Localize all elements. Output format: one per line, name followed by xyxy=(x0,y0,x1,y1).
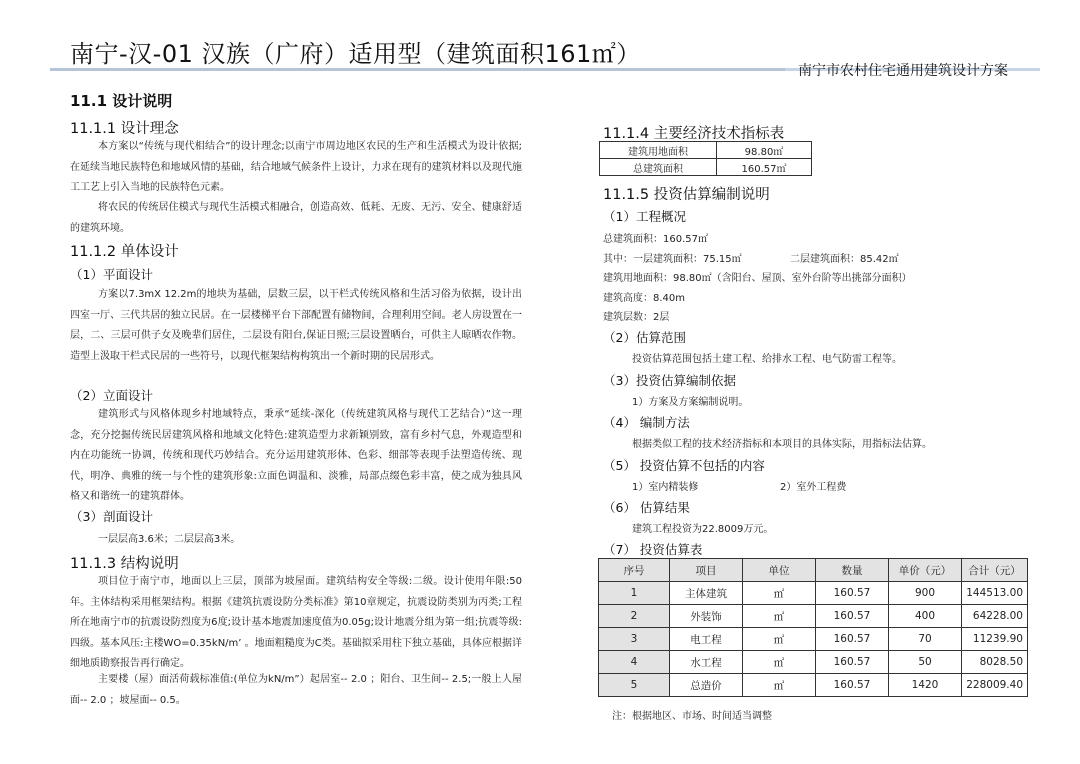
basis-title: （3）投资估算编制依据 xyxy=(603,373,736,388)
table-row xyxy=(599,674,1028,697)
table-cell: 228009.40 xyxy=(962,674,1028,697)
result-title: （6） 估算结果 xyxy=(603,500,690,515)
table-cell: 4 xyxy=(599,651,670,674)
estimate-table-title: （7） 投资估算表 xyxy=(603,542,703,557)
table-cell: 144513.00 xyxy=(962,582,1028,605)
section-design-title: （3）剖面设计 xyxy=(70,509,153,524)
table-cell: 160.57㎡ xyxy=(717,159,812,176)
column-header: 序号 xyxy=(599,559,670,582)
investment-title: 11.1.5 投资估算编制说明 xyxy=(603,187,770,203)
exclusion-item: 1）室内精装修 xyxy=(632,482,699,493)
table-cell: 外装饰 xyxy=(670,605,743,628)
page-title: 南宁-汉-01 汉族（广府）适用型（建筑面积161㎡） xyxy=(70,40,641,68)
method-title: （4） 编制方法 xyxy=(603,415,690,430)
overview-line: 其中：一层建筑面积：75.15㎡ xyxy=(603,254,742,265)
table-cell: 建筑用地面积 xyxy=(600,142,717,159)
table-cell: 总造价 xyxy=(670,674,743,697)
overview-line: 建筑层数：2层 xyxy=(603,312,670,323)
table-cell: 1420 xyxy=(889,674,962,697)
exclusion-item: 2）室外工程费 xyxy=(780,482,847,493)
table-cell: ㎡ xyxy=(743,605,816,628)
scope-title: （2）估算范围 xyxy=(603,330,686,345)
table-cell: ㎡ xyxy=(743,651,816,674)
table-row xyxy=(600,142,812,159)
table-cell: 400 xyxy=(889,605,962,628)
concept-paragraph-2: 将农民的传统居住模式与现代生活模式相融合，创造高效、低耗、无废、无污、安全、健康舒适的建筑环境。 xyxy=(70,202,522,234)
table-cell: 70 xyxy=(889,628,962,651)
table-cell: 160.57 xyxy=(816,651,889,674)
structure-title: 11.1.3 结构说明 xyxy=(70,556,179,572)
table-cell: 1 xyxy=(599,582,670,605)
result-text: 建筑工程投资为22.8009万元。 xyxy=(632,524,774,535)
plan-design-title: （1）平面设计 xyxy=(70,267,153,282)
table-cell: 水工程 xyxy=(670,651,743,674)
method-text: 根据类似工程的技术经济指标和本项目的具体实际，用指标法估算。 xyxy=(632,439,932,450)
table-cell: ㎡ xyxy=(743,674,816,697)
column-header: 单位 xyxy=(743,559,816,582)
table-cell: 8028.50 xyxy=(962,651,1028,674)
table-cell: 50 xyxy=(889,651,962,674)
overview-title: （1）工程概况 xyxy=(603,209,686,224)
table-cell: 总建筑面积 xyxy=(600,159,717,176)
concept-paragraph-1: 本方案以“传统与现代相结合”的设计理念;以南宁市周边地区农民的生产和生活模式为设计依据;在延续当地民族特色和地域风情的基础，结合地域气候条件上设计，力求在现有的建筑材料以及现代施工工艺上引入当地的民族特色元素。 xyxy=(70,141,522,193)
table-cell: 电工程 xyxy=(670,628,743,651)
section-design-text: 一层层高3.6米；二层层高3米。 xyxy=(98,534,241,545)
column-header: 数量 xyxy=(816,559,889,582)
basis-text: 1）方案及方案编制说明。 xyxy=(632,397,749,408)
table-header-row xyxy=(599,559,1028,582)
table-cell: 3 xyxy=(599,628,670,651)
table-cell: 98.80㎡ xyxy=(717,142,812,159)
table-cell: 160.57 xyxy=(816,605,889,628)
scope-text: 投资估算范围包括土建工程、给排水工程、电气防雷工程等。 xyxy=(632,354,902,365)
overview-line: 建筑用地面积：98.80㎡（含阳台、屋顶、室外台阶等出挑部分面积） xyxy=(603,273,912,284)
overview-line: 总建筑面积：160.57㎡ xyxy=(603,234,708,245)
structure-paragraph-2: 主要楼（屋）面活荷载标准值:(单位为kN/m”）起居室-- 2.0 ；阳台、卫生间-- 2.5;一般上人屋面-- 2.0 ；坡屋面-- 0.5。 xyxy=(70,674,522,706)
table-cell: 160.57 xyxy=(816,582,889,605)
table-note: 注：根据地区、市场、时间适当调整 xyxy=(612,711,772,722)
table-cell: ㎡ xyxy=(743,582,816,605)
table-cell: 900 xyxy=(889,582,962,605)
table-row xyxy=(599,605,1028,628)
unit-design-title: 11.1.2 单体设计 xyxy=(70,244,179,260)
table-cell: ㎡ xyxy=(743,628,816,651)
overview-line: 建筑高度：8.40m xyxy=(603,293,686,304)
table-cell: 主体建筑 xyxy=(670,582,743,605)
document-subtitle: 南宁市农村住宅通用建筑设计方案 xyxy=(798,63,1008,79)
investment-estimate-table xyxy=(598,558,1028,697)
plan-design-paragraph: 方案以7.3mX 12.2m的地块为基础，层数三层，以干栏式传统风格和生活习俗为依据，设计出四室一厅、三代共居的独立民居。在一层楼梯平台下部配置有储物间，合理利用空间。老人房设置在一层，二、三层可供子女及晚辈们居住，二层设有阳台,保证日照;三层设置晒台，可供主人晾晒农作物。造型上汲取干栏式民居的一些符号，以现代框架结构构筑出一个新时期的民居形式。 xyxy=(70,289,522,362)
table-cell: 11239.90 xyxy=(962,628,1028,651)
table-cell: 160.57 xyxy=(816,674,889,697)
exclusions-title: （5） 投资估算不包括的内容 xyxy=(603,458,765,473)
header-rule-dark xyxy=(50,68,785,71)
column-header: 合计（元） xyxy=(962,559,1028,582)
column-header: 项目 xyxy=(670,559,743,582)
column-header: 单价（元） xyxy=(889,559,962,582)
table-row xyxy=(600,159,812,176)
structure-paragraph-1: 项目位于南宁市，地面以上三层，顶部为坡屋面。建筑结构安全等级:二级。设计使用年限:50年。主体结构采用框架结构。根据《建筑抗震设防分类标准》第10章规定，抗震设防类别为丙类;工程所在地南宁市的抗震设防烈度为6度;设计基本地震加速度值为0.05g;设计地震分组为第一组;抗震等级:四级。基本风压:主楼WO=0.35kN/m’ 。地面粗糙度为C类。基础拟采用柱下独立基础，具体应根据详细地质勘察报告再行确定。 xyxy=(70,576,522,669)
elevation-design-title: （2）立面设计 xyxy=(70,388,153,403)
table-cell: 64228.00 xyxy=(962,605,1028,628)
table-row xyxy=(599,582,1028,605)
table-row xyxy=(599,651,1028,674)
table-row xyxy=(599,628,1028,651)
table-cell: 160.57 xyxy=(816,628,889,651)
concept-title: 11.1.1 设计理念 xyxy=(70,121,179,137)
overview-line: 二层建筑面积：85.42㎡ xyxy=(790,254,899,265)
elevation-design-paragraph: 建筑形式与风格体现乡村地域特点，秉承“延续-深化（传统建筑风格与现代工艺结合）”这一理念，充分挖掘传统民居建筑风格和地域文化特色:建筑造型力求新颖别致，富有乡村气息，外观造型和内在功能统一协调，传统和现代巧妙结合。充分运用建筑形体、色彩、细部等表现手法塑造传统、现代，明净、典雅的统一与个性的建筑形象:立面色调温和、淡雅，局部点缀色彩丰富，使之成为独具风格又和谐统一的建筑群体。 xyxy=(70,409,522,502)
section-title: 11.1 设计说明 xyxy=(70,92,173,110)
table-cell: 2 xyxy=(599,605,670,628)
eco-indicators-table xyxy=(599,141,812,176)
table-cell: 5 xyxy=(599,674,670,697)
eco-table-title: 11.1.4 主要经济技术指标表 xyxy=(603,126,785,142)
